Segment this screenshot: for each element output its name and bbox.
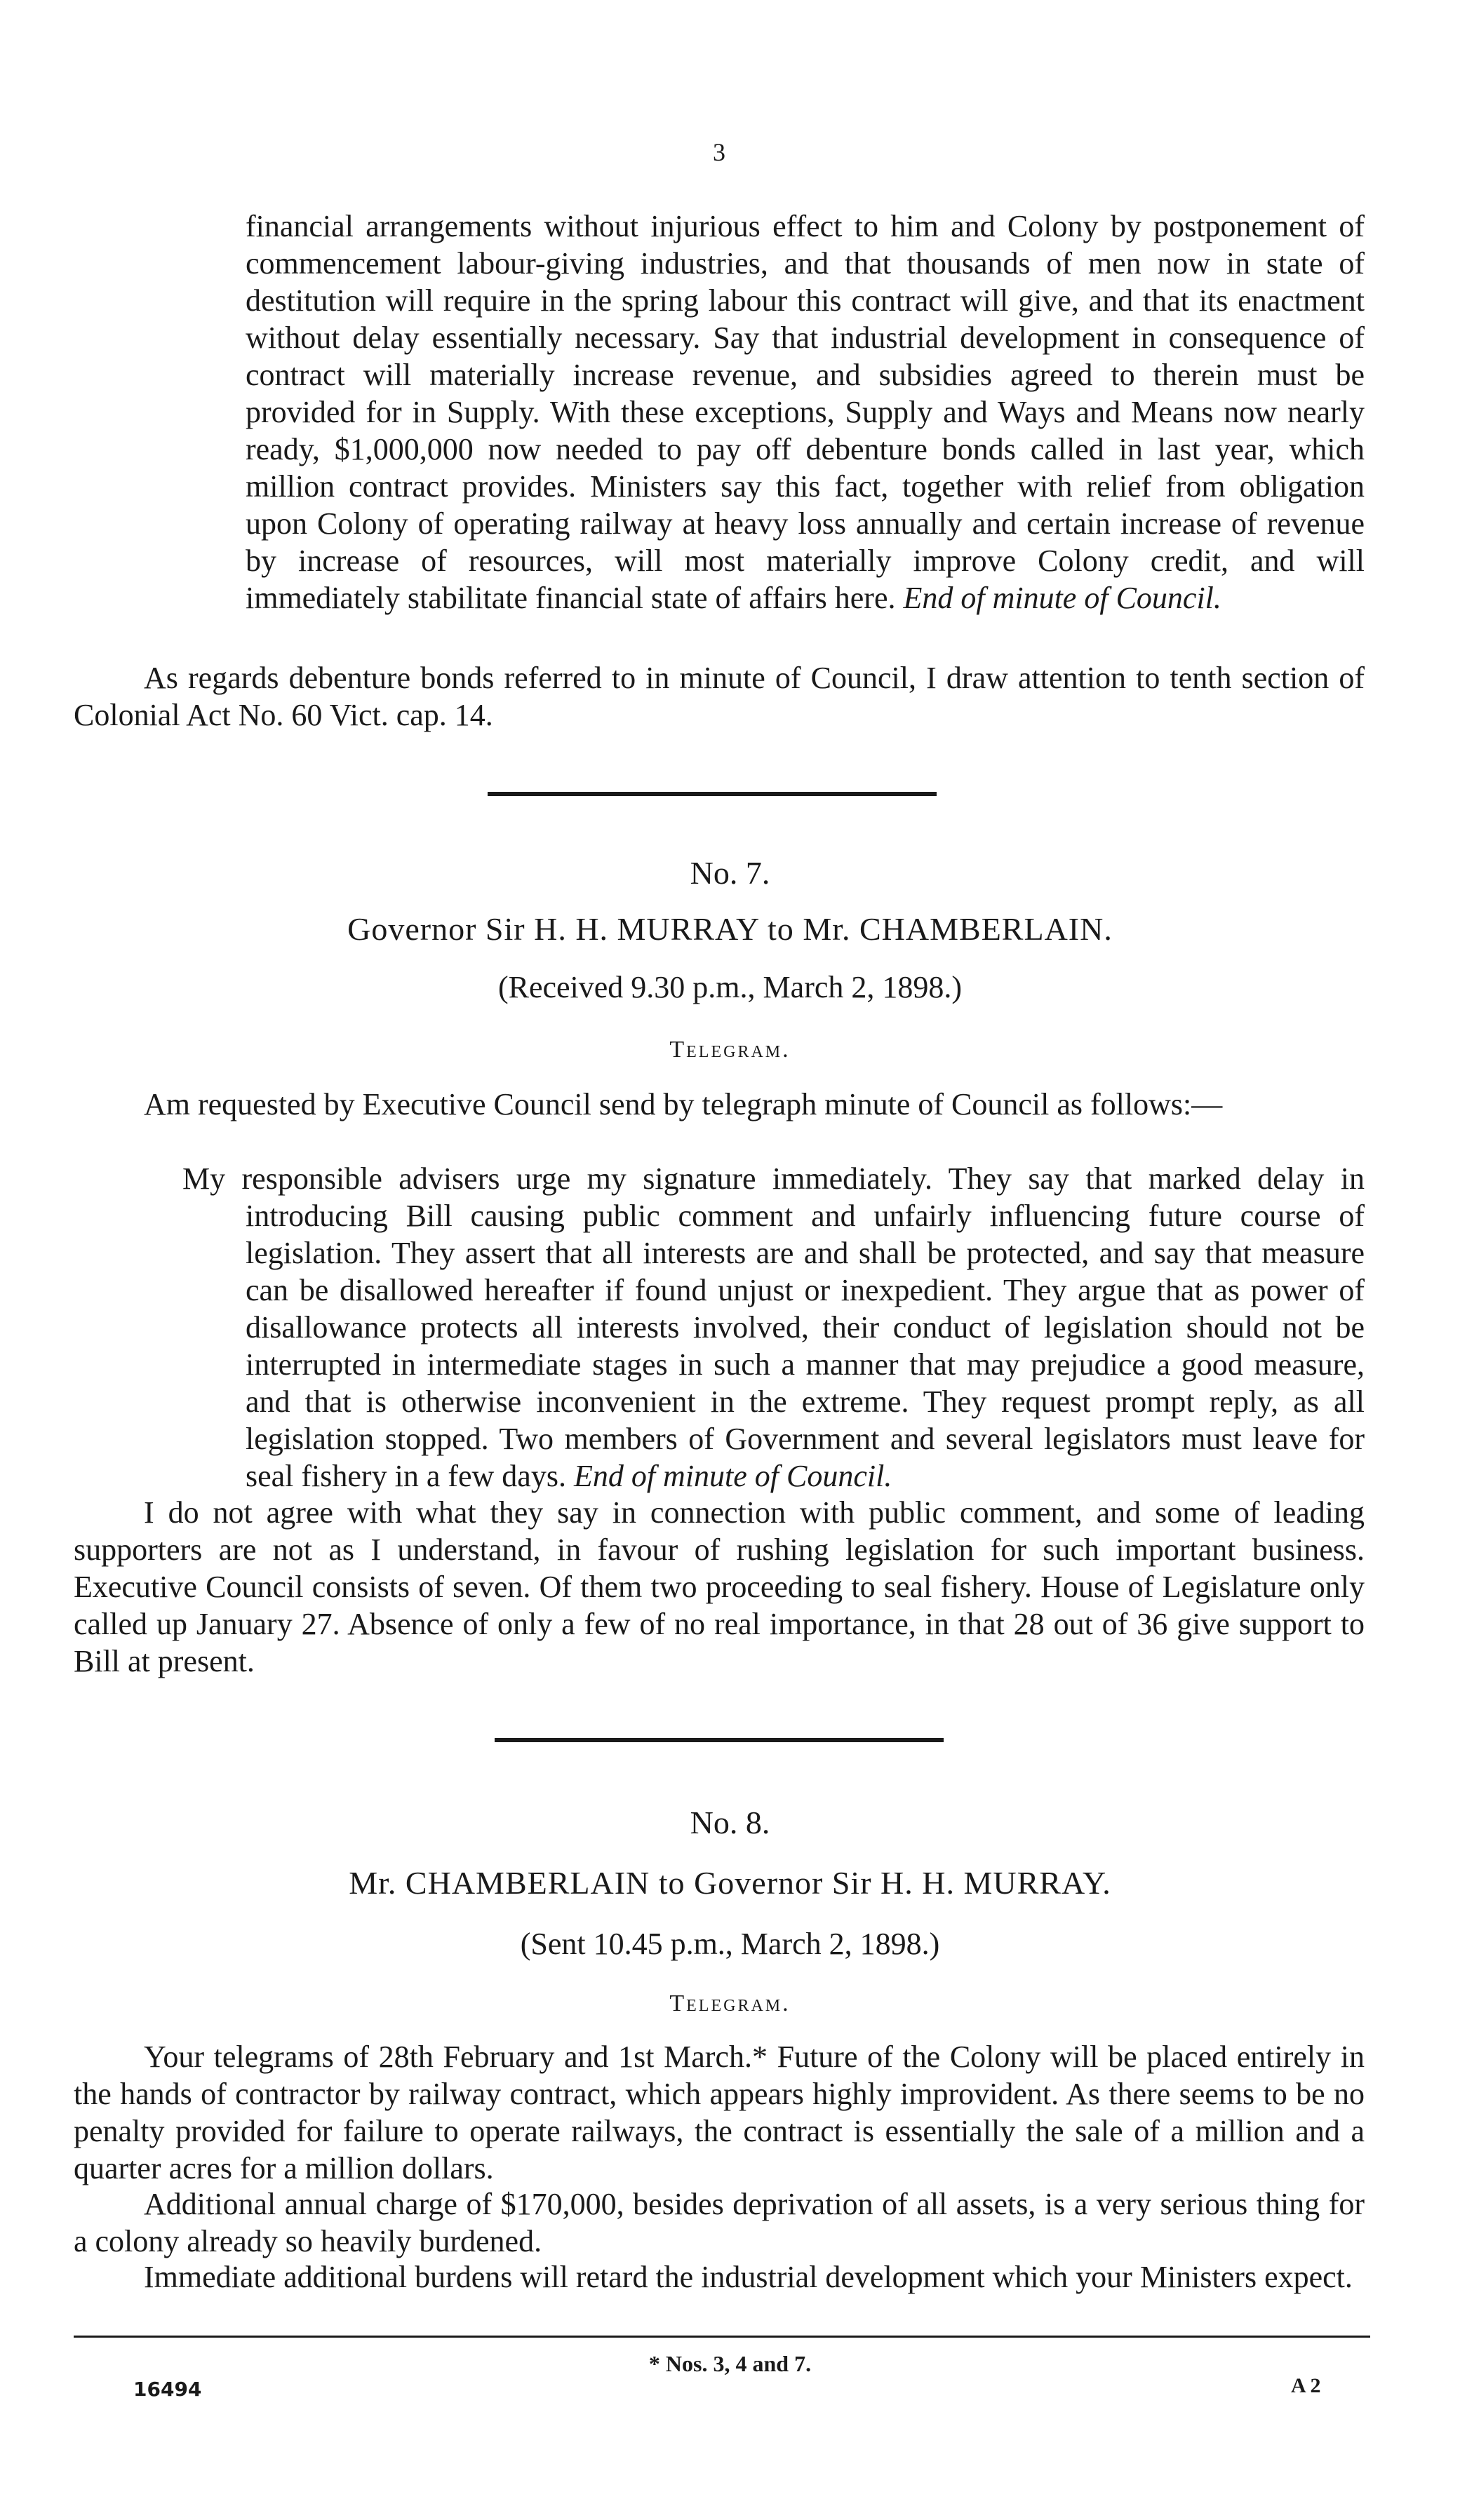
no7-number: No. 7. — [690, 855, 770, 891]
no8-title-to-word: to — [658, 1865, 685, 1901]
no7-minute-text: My responsible advisers urge my signature immediately. They say that marked delay in introducing Bill causing public comment and unfairly influencing future course of legislation. They assert that all interests are and shall be protected, and say that measure can be disallowed hereafter if found unjust or inexpedient. They argue that as power of disallowance protects all interests involved, their conduct of legislation should not be interrupted in intermediate stages in such a manner that may prejudice a good measure, and that is otherwise inconvenient in the extreme. They request prompt reply, as all legislation stopped. Two members of Government and several legislators must leave for seal fishery in a few days. — [182, 1161, 1365, 1493]
no7-minute-paragraph — [182, 1160, 1365, 1495]
end-of-minute-note: End of minute of Council. — [903, 581, 1221, 615]
no7-received: (Received 9.30 p.m., March 2, 1898.) — [497, 970, 963, 1004]
no8-paragraph-3: Immediate additional burdens will retard the industrial development which your Ministers expect. — [144, 2260, 1353, 2294]
no8-number: No. 8. — [690, 1805, 770, 1840]
page-number: 3 — [713, 138, 725, 166]
continued-minute-text: financial arrangements without injurious effect to him and Colony by postponement of commencement labour-giving industries, and that thousands of men now in state of destitution will require in the spring labour this contract will give, and that its enactment without delay essentially necessary. Say that industrial development in consequence of contract will materially increase revenue, and subsidies agreed to therein must be provided for in Supply. With these exceptions, Supply and Ways and Means now nearly ready, $1,000,000 now needed to pay off debenture bonds called in last year, which million contract provides. Ministers say this fact, together with relief from obligation upon Colony of operating railway at heavy loss annually and certain increase of revenue by increase of resources, will most materially improve Colony credit, and will immediately stabilitate financial state of affairs here. — [246, 209, 1365, 615]
no8-telegram-label: Telegram. — [669, 1990, 791, 2016]
section-divider — [495, 1738, 944, 1742]
continued-minute-paragraph — [246, 208, 1365, 654]
no7-intro: Am requested by Executive Council send by telegraph minute of Council as follows:— — [144, 1087, 1223, 1121]
no8-paragraph-1: Your telegrams of 28th February and 1st March.* Future of the Colony will be placed entirely in the hands of contractor by railway contract, which appears highly improvident. As there seems to be no penalty provided for failure to operate railways, the contract is essentially the sale of a million and a quarter acres for a million dollars. — [74, 2040, 1365, 2185]
no7-governor-comment: I do not agree with what they say in connection with public comment, and some of leading supporters are not as I understand, in favour of rushing legislation for such important business. Executive Council consists of seven. Of them two proceeding to seal fishery. House of Legislature only called up January 27. Absence of only a few of no real importance, in that 28 out of 36 give support to Bill at present. — [74, 1495, 1365, 1678]
footnote: * Nos. 3, 4 and 7. — [648, 2351, 812, 2376]
no7-title-to-word: to — [768, 911, 794, 947]
footnote-rule — [74, 2336, 1370, 2338]
debenture-note-paragraph: As regards debenture bonds referred to in minute of Council, I draw attention to tenth section of Colonial Act No. 60 Vict. cap. 14. — [74, 661, 1365, 732]
no7-title — [0, 910, 1460, 948]
no8-title-to: Governor Sir H. H. MURRAY. — [694, 1865, 1111, 1901]
no8-paragraph-2: Additional annual charge of $170,000, besides deprivation of all assets, is a very serious thing for a colony already so heavily burdened. — [74, 2187, 1365, 2258]
no8-sent: (Sent 10.45 p.m., March 2, 1898.) — [520, 1927, 940, 1961]
no8-title-from: Mr. CHAMBERLAIN — [349, 1865, 650, 1901]
no7-title-to: Mr. CHAMBERLAIN. — [803, 911, 1113, 947]
no7-telegram-label: Telegram. — [669, 1037, 791, 1063]
no7-end-of-minute: End of minute of Council. — [573, 1459, 892, 1493]
no8-title — [0, 1864, 1460, 1901]
no7-title-from: Governor Sir H. H. MURRAY — [347, 911, 759, 947]
print-number: 16494 — [133, 2378, 202, 2401]
section-divider — [488, 792, 937, 796]
signature-mark: A 2 — [1291, 2374, 1321, 2397]
